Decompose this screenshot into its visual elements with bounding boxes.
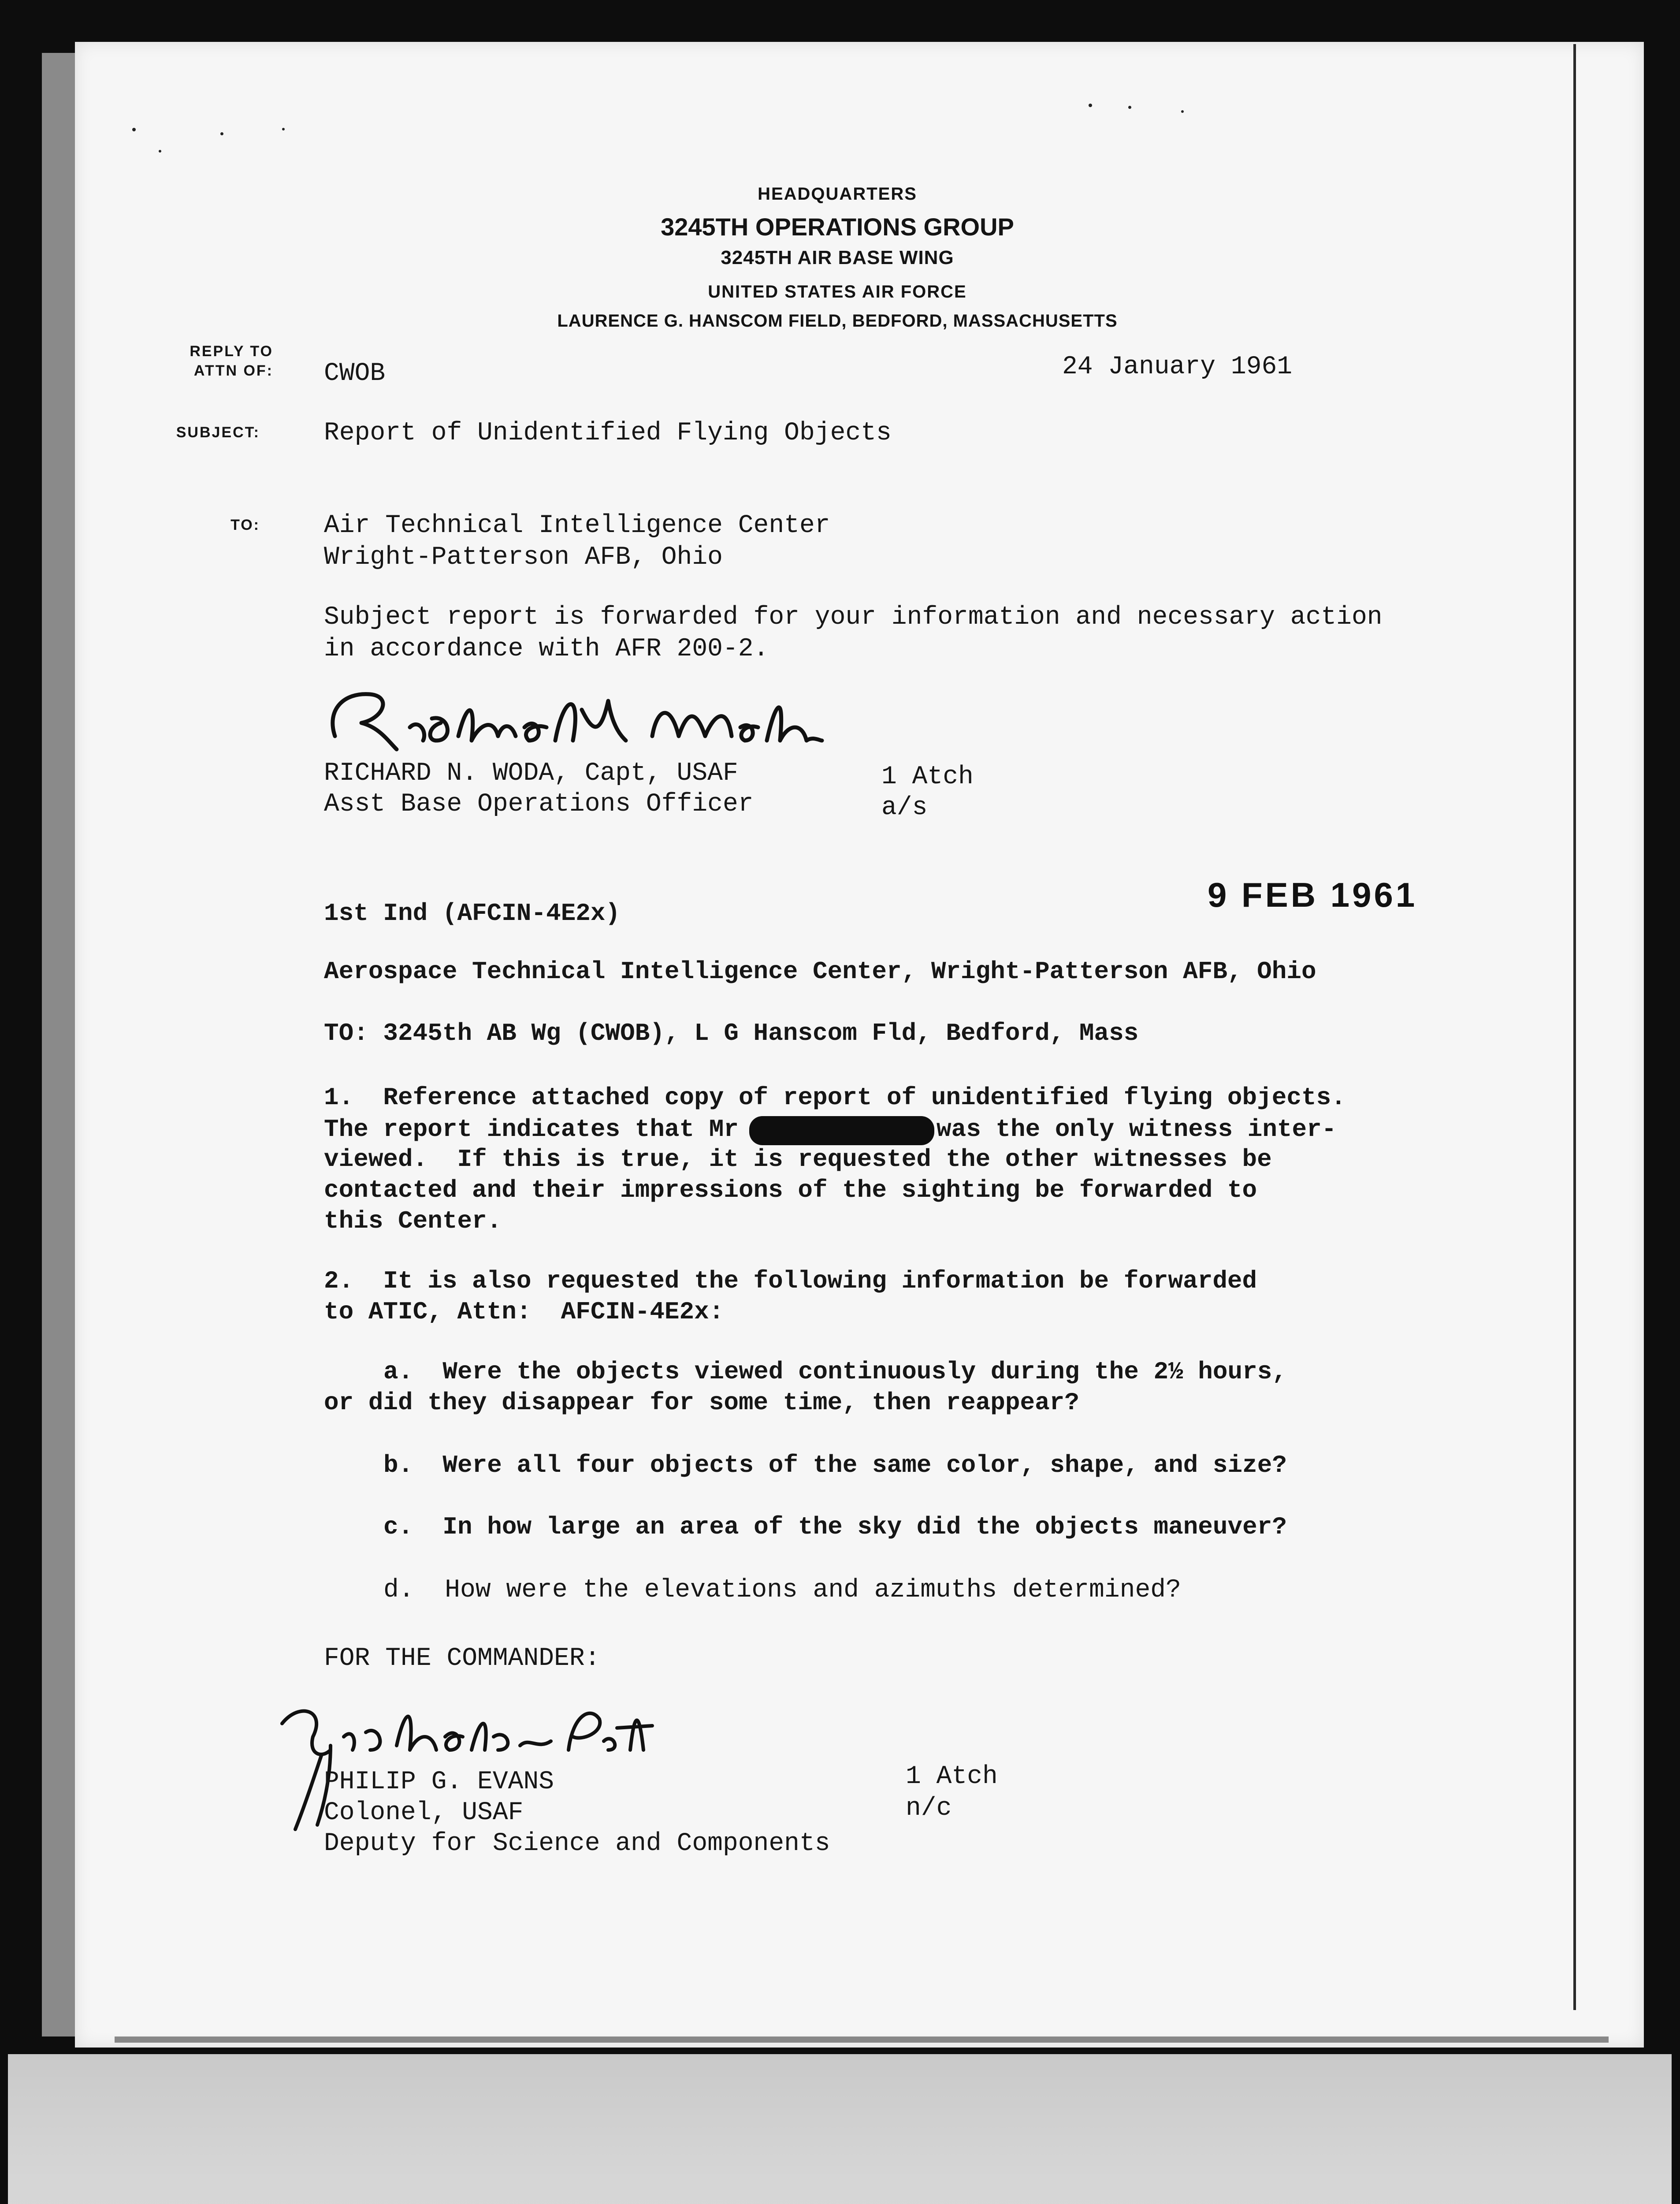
sheet-edge-shadow	[42, 53, 75, 2036]
ind-p1-line2b: was the only witness inter-	[937, 1115, 1337, 1143]
dust-speck	[159, 150, 161, 153]
memo-signer-title: Asst Base Operations Officer	[324, 790, 754, 819]
page-right-edge	[1573, 44, 1576, 2010]
ind-attachment: 1 Atch	[906, 1762, 998, 1791]
question-a-line1: a. Were the objects viewed continuously during the 2½ hours,	[383, 1358, 1287, 1386]
attn-of-label: ATTN OF:	[193, 362, 273, 379]
dust-speck	[282, 128, 285, 130]
question-c: c. In how large an area of the sky did the objects maneuver?	[383, 1513, 1287, 1541]
ind-p1-line5: this Center.	[324, 1207, 502, 1235]
redaction-bar	[749, 1116, 934, 1145]
ind-signer-title: Deputy for Science and Components	[324, 1829, 830, 1858]
ind-to-line: TO: 3245th AB Wg (CWOB), L G Hanscom Fld, Bedford, Mass	[324, 1019, 1139, 1047]
ind-header: 1st Ind (AFCIN-4E2x)	[324, 899, 621, 927]
dust-speck	[1181, 110, 1184, 113]
dust-speck	[220, 132, 223, 135]
letterhead-group: 3245TH OPERATIONS GROUP	[661, 213, 1014, 241]
memo-attachment: 1 Atch	[881, 763, 974, 791]
scan-background-lower	[8, 2054, 1672, 2204]
memo-to-line1: Air Technical Intelligence Center	[324, 511, 830, 540]
ind-signer-name: PHILIP G. EVANS	[324, 1768, 554, 1796]
letterhead-headquarters: HEADQUARTERS	[758, 184, 917, 204]
closing-line: FOR THE COMMANDER:	[324, 1644, 600, 1673]
memo-date: 24 January 1961	[1062, 353, 1293, 381]
memo-subject: Report of Unidentified Flying Objects	[324, 419, 892, 447]
ind-p1-line4: contacted and their impressions of the sighting be forwarded to	[324, 1176, 1257, 1204]
ind-from-line: Aerospace Technical Intelligence Center, Wright-Patterson AFB, Ohio	[324, 957, 1316, 986]
ind-p1-line3: viewed. If this is true, it is requested the other witnesses be	[324, 1145, 1272, 1173]
ind-attachment-note: n/c	[906, 1794, 952, 1823]
letterhead-service: UNITED STATES AIR FORCE	[708, 282, 967, 302]
question-b: b. Were all four objects of the same color, shape, and size?	[383, 1451, 1287, 1479]
ind-p2-line1: 2. It is also requested the following information be forwarded	[324, 1267, 1257, 1295]
date-stamp: 9 FEB 1961	[1208, 875, 1418, 914]
letterhead-wing: 3245TH AIR BASE WING	[721, 247, 954, 268]
ind-p2-line2: to ATIC, Attn: AFCIN-4E2x:	[324, 1298, 724, 1326]
ind-p1-line2a: The report indicates that Mr	[324, 1115, 739, 1143]
page-bottom-edge	[115, 2036, 1609, 2043]
woda-signature	[317, 674, 824, 763]
attn-value: CWOB	[324, 359, 386, 388]
dust-speck	[1089, 104, 1092, 107]
reply-to-label: REPLY TO	[190, 343, 273, 360]
subject-label: SUBJECT:	[176, 424, 260, 441]
ind-signer-rank: Colonel, USAF	[324, 1798, 524, 1827]
ind-p1-line1: 1. Reference attached copy of report of unidentified flying objects.	[324, 1083, 1346, 1112]
memo-signer-name: RICHARD N. WODA, Capt, USAF	[324, 759, 738, 788]
memo-body-line1: Subject report is forwarded for your information and necessary action	[324, 603, 1383, 632]
to-label: TO:	[230, 517, 260, 533]
question-a-line2: or did they disappear for some time, then reappear?	[324, 1389, 1079, 1417]
memo-to-line2: Wright-Patterson AFB, Ohio	[324, 543, 723, 572]
question-d: d. How were the elevations and azimuths determined?	[383, 1576, 1181, 1605]
memo-body-line2: in accordance with AFR 200-2.	[324, 635, 769, 663]
dust-speck	[1128, 106, 1131, 109]
memo-attachment-note: a/s	[881, 793, 928, 822]
letterhead-location: LAURENCE G. HANSCOM FIELD, BEDFORD, MASSACHUSETTS	[557, 311, 1118, 331]
dust-speck	[132, 128, 136, 131]
